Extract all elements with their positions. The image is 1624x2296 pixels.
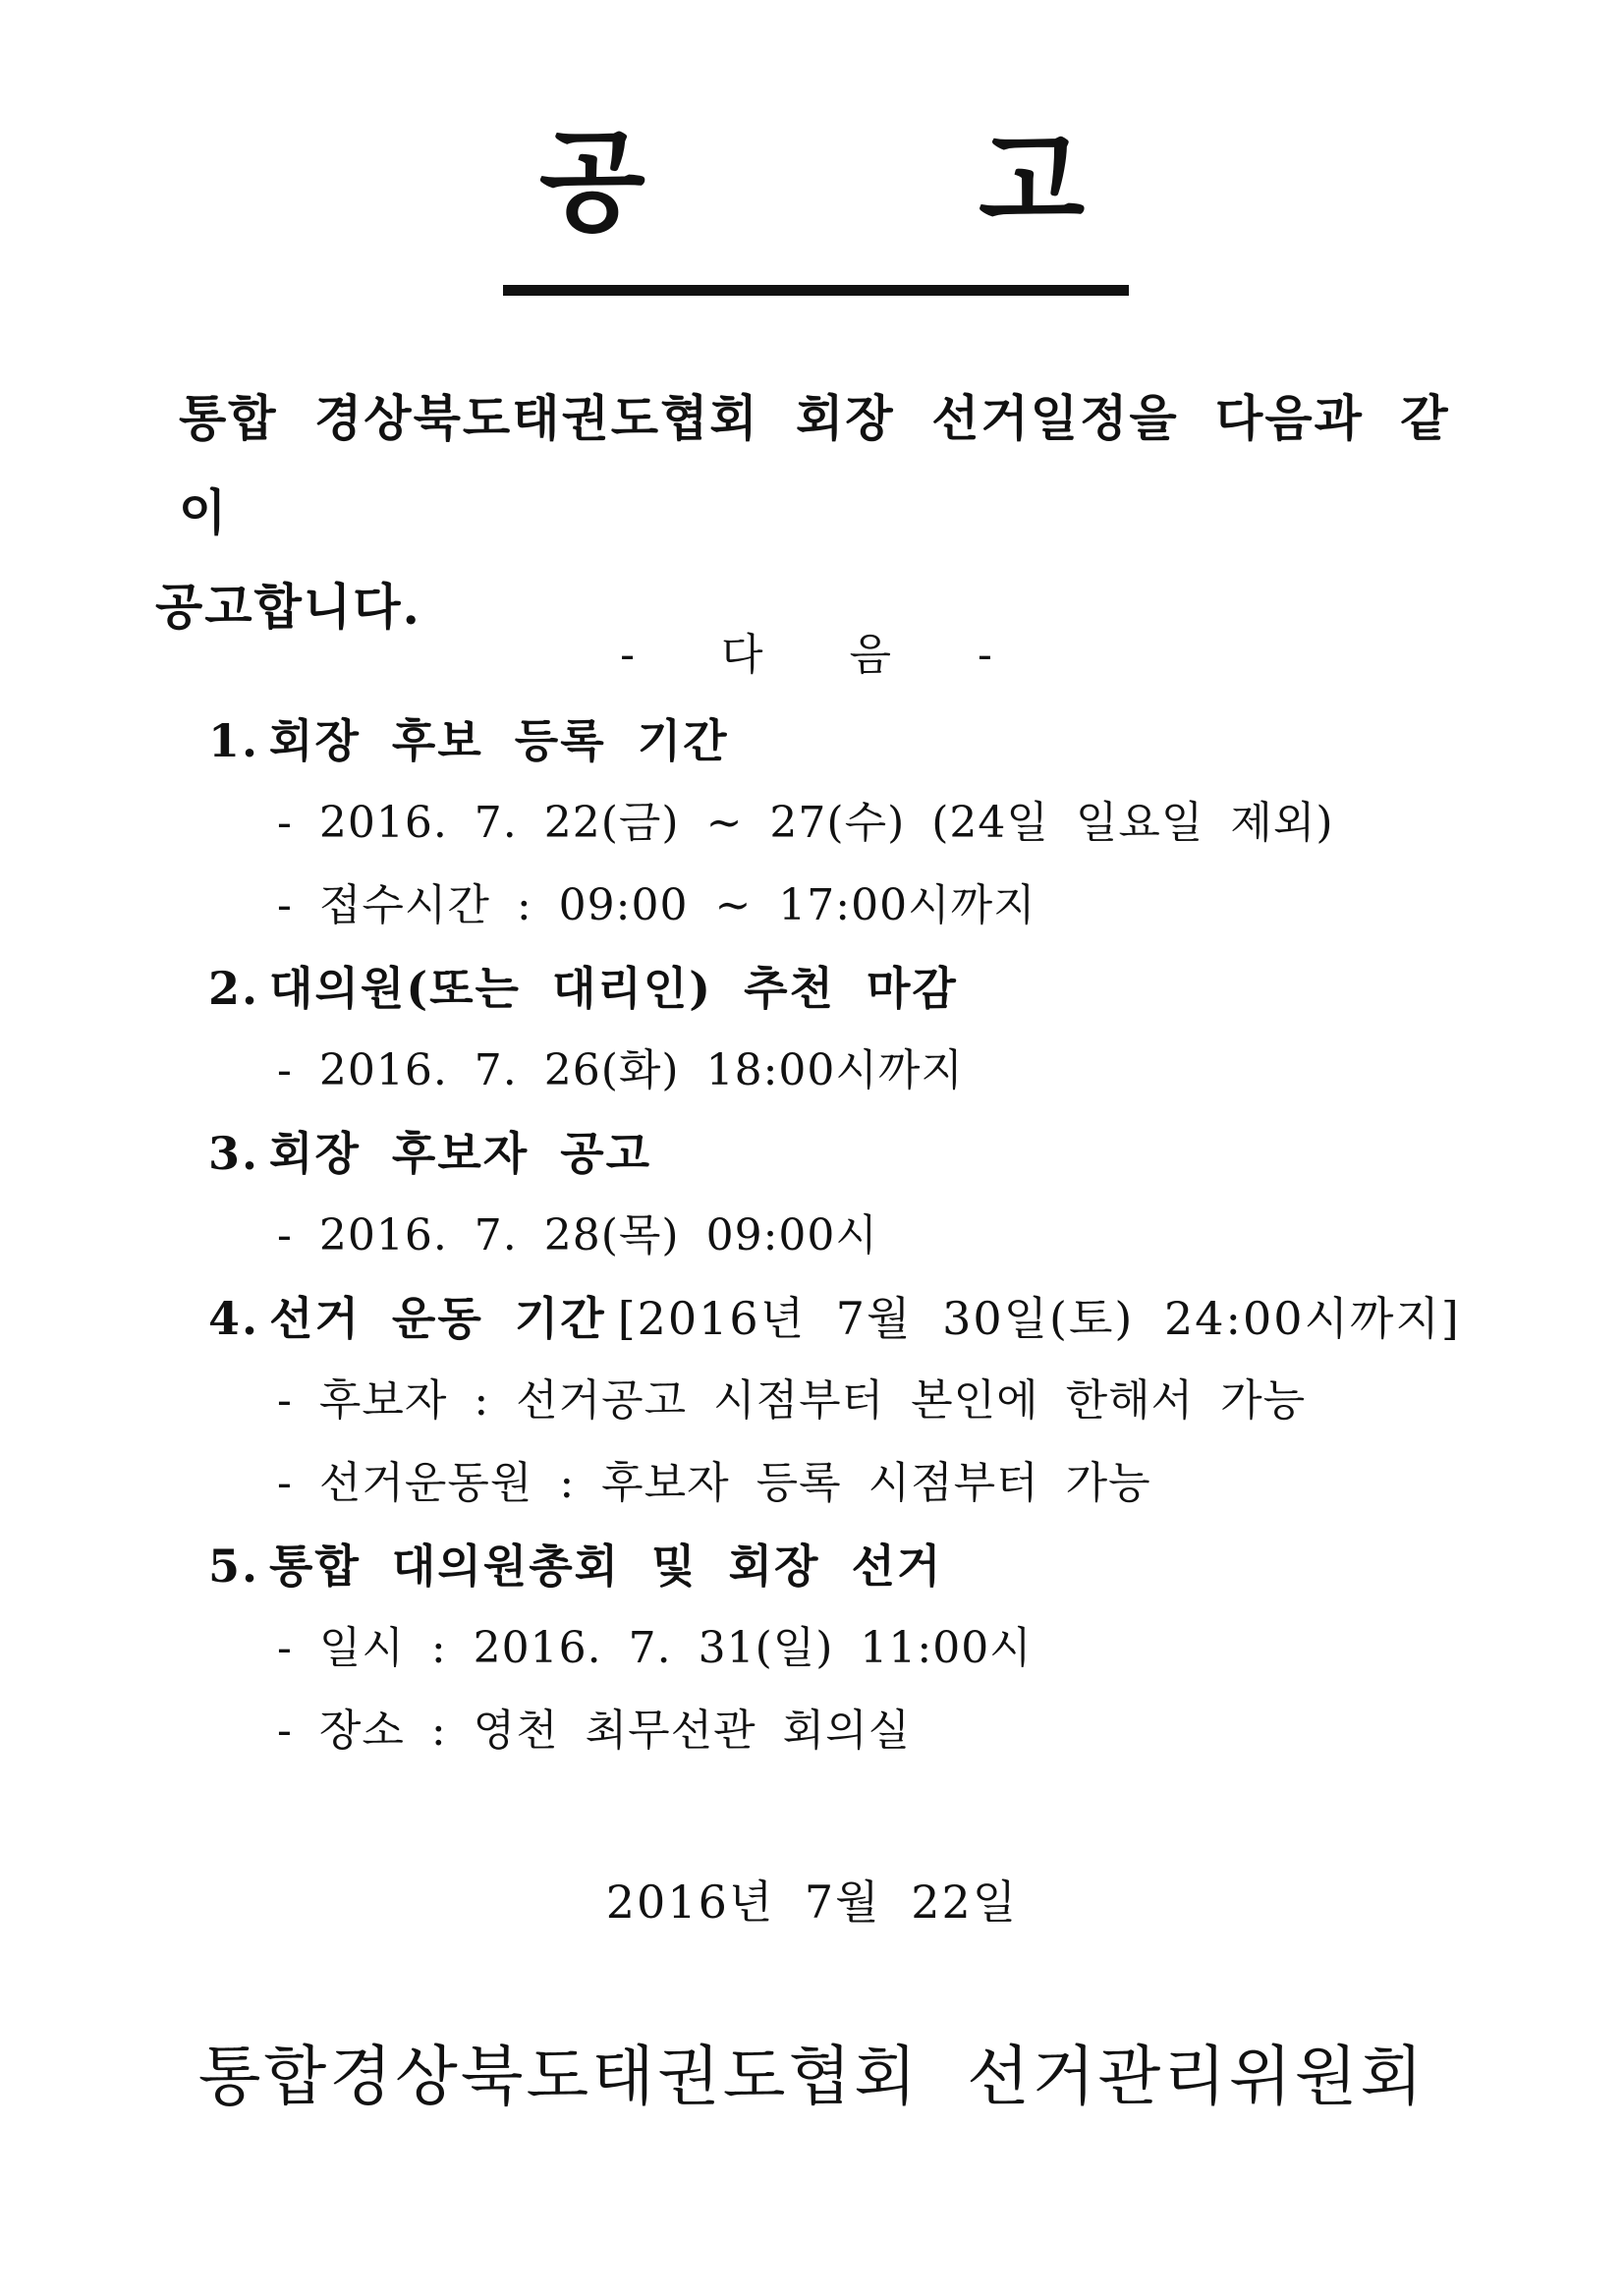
intro-line-2: 공고합니다. [155, 578, 421, 636]
schedule-section-5 [208, 1525, 1485, 1772]
schedule-section-4 [208, 1277, 1485, 1525]
section-item: - 일시 : 2016. 7. 31(일) 11:00시 [277, 1623, 1033, 1673]
issuer-name: 통합경상북도태권도협회 선거관리위원회 [197, 2039, 1427, 2114]
section-number: 2. [208, 962, 260, 1015]
schedule-section-3 [208, 1112, 1485, 1277]
intro-line-1: 통합 경상북도태권도협회 회장 선거일정을 다음과 같이 [179, 389, 1450, 541]
section-title [208, 700, 1485, 782]
schedule-section-2 [208, 947, 1485, 1112]
section-item: - 접수시간 : 09:00 ~ 17:00시까지 [277, 880, 1036, 930]
section-item: - 선거운동원 : 후보자 등록 시점부터 가능 [277, 1458, 1151, 1508]
notice-date: 2016년 7월 22일 [605, 1876, 1019, 1929]
section-item: - 2016. 7. 28(목) 09:00시 [277, 1210, 878, 1260]
section-number: 1. [208, 714, 260, 767]
title-underline [503, 285, 1129, 296]
section-title-text: 통합 대의원총회 및 회장 선거 [269, 1540, 943, 1593]
intro-paragraph [157, 371, 1493, 654]
section-number: 3. [208, 1127, 260, 1180]
schedule-section-1 [208, 700, 1485, 947]
section-title-text: 회장 후보자 공고 [269, 1127, 652, 1180]
section-title [208, 1112, 1485, 1195]
section-title-text: 선거 운동 기간 [269, 1292, 606, 1345]
section-title [208, 1525, 1485, 1607]
section-number: 5. [208, 1540, 260, 1593]
section-item: - 장소 : 영천 최무선관 회의실 [277, 1706, 912, 1756]
section-item: - 2016. 7. 26(화) 18:00시까지 [277, 1045, 964, 1095]
section-heading: - 다 음 - [620, 630, 1004, 680]
section-title-note: [2016년 7월 30일(토) 24:00시까지] [617, 1292, 1461, 1345]
section-title-text: 대의원(또는 대리인) 추천 마감 [269, 962, 958, 1015]
section-item: - 2016. 7. 22(금) ~ 27(수) (24일 일요일 제외) [277, 798, 1334, 848]
section-number: 4. [208, 1292, 260, 1345]
section-item: - 후보자 : 선거공고 시점부터 본인에 한해서 가능 [277, 1375, 1307, 1426]
section-title [208, 1277, 1485, 1360]
section-title [208, 947, 1485, 1030]
page-title: 공 고 [538, 118, 1233, 247]
section-title-text: 회장 후보 등록 기간 [269, 714, 729, 767]
schedule-list [208, 700, 1485, 1772]
